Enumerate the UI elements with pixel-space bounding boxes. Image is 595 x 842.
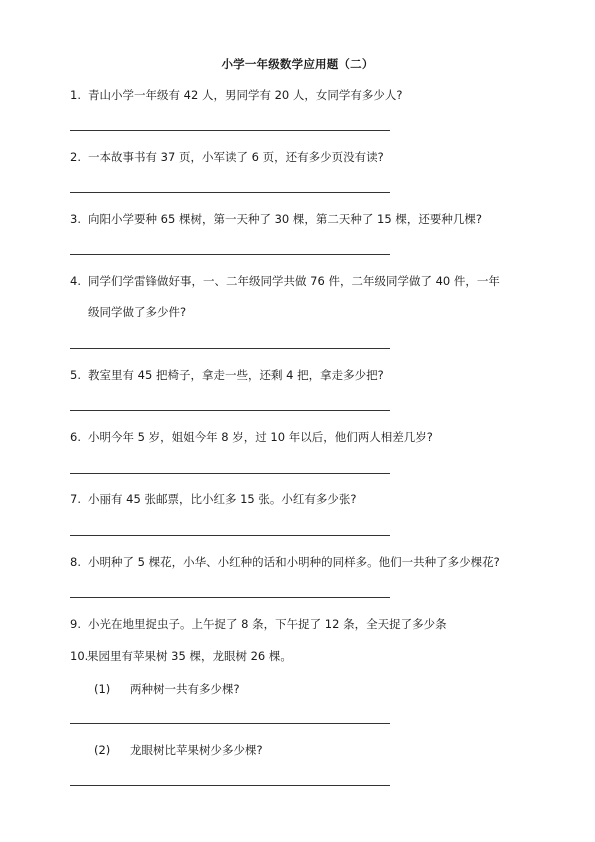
answer-line-10-2[interactable] xyxy=(70,785,390,786)
question-text: 小光在地里捉虫子。上午捉了 8 条，下午捉了 12 条，全天捉了多少条 xyxy=(88,617,447,631)
question-6 xyxy=(70,430,433,444)
answer-line-1[interactable] xyxy=(70,130,390,131)
question-text: 同学们学雷锋做好事，一、二年级同学共做 76 件，二年级同学做了 40 件，一年 xyxy=(88,274,500,288)
question-7 xyxy=(70,492,357,506)
question-text: 小丽有 45 张邮票，比小红多 15 张。小红有多少张? xyxy=(88,492,357,506)
question-2 xyxy=(70,150,384,164)
question-number: 8. xyxy=(70,555,81,569)
question-9 xyxy=(70,617,447,631)
question-number: 10. xyxy=(70,649,89,663)
sub-question-label: (2) xyxy=(94,743,111,757)
answer-line-4[interactable] xyxy=(70,348,390,349)
answer-line-8[interactable] xyxy=(70,597,390,598)
sub-question-text: 龙眼树比苹果树少多少棵? xyxy=(130,743,263,757)
question-text: 向阳小学要种 65 棵树，第一天种了 30 棵，第二天种了 15 棵，还要种几棵? xyxy=(88,212,482,226)
question-5 xyxy=(70,368,384,382)
question-10 xyxy=(70,649,292,663)
question-text: 小明种了 5 棵花，小华、小红种的话和小明种的同样多。他们一共种了多少棵花? xyxy=(88,555,500,569)
answer-line-6[interactable] xyxy=(70,473,390,474)
answer-line-5[interactable] xyxy=(70,410,390,411)
question-1 xyxy=(70,88,403,102)
question-number: 7. xyxy=(70,492,81,506)
question-8 xyxy=(70,555,500,569)
question-number: 1. xyxy=(70,88,81,102)
page-title: 小学一年级数学应用题（二） xyxy=(221,57,374,71)
sub-question-text: 两种树一共有多少棵? xyxy=(130,682,240,696)
question-3 xyxy=(70,212,482,226)
question-number: 4. xyxy=(70,274,81,288)
question-number: 6. xyxy=(70,430,81,444)
question-text: 果园里有苹果树 35 棵，龙眼树 26 棵。 xyxy=(87,649,292,663)
sub-question-2 xyxy=(94,743,263,757)
question-4 xyxy=(70,274,500,288)
question-number: 9. xyxy=(70,617,81,631)
answer-line-3[interactable] xyxy=(70,254,390,255)
question-text: 青山小学一年级有 42 人，男同学有 20 人，女同学有多少人? xyxy=(88,88,403,102)
sub-question-label: (1) xyxy=(94,682,111,696)
question-number: 2. xyxy=(70,150,81,164)
answer-line-10-1[interactable] xyxy=(70,723,390,724)
question-text: 小明今年 5 岁，姐姐今年 8 岁，过 10 年以后，他们两人相差几岁? xyxy=(88,430,433,444)
question-4-continued xyxy=(88,305,186,319)
question-text: 级同学做了多少件? xyxy=(88,305,187,319)
question-number: 3. xyxy=(70,212,81,226)
question-text: 一本故事书有 37 页，小军读了 6 页，还有多少页没有读? xyxy=(88,150,384,164)
question-number: 5. xyxy=(70,368,81,382)
answer-line-2[interactable] xyxy=(70,192,390,193)
answer-line-7[interactable] xyxy=(70,535,390,536)
sub-question-1 xyxy=(94,682,240,696)
question-text: 教室里有 45 把椅子，拿走一些，还剩 4 把，拿走多少把? xyxy=(88,368,384,382)
